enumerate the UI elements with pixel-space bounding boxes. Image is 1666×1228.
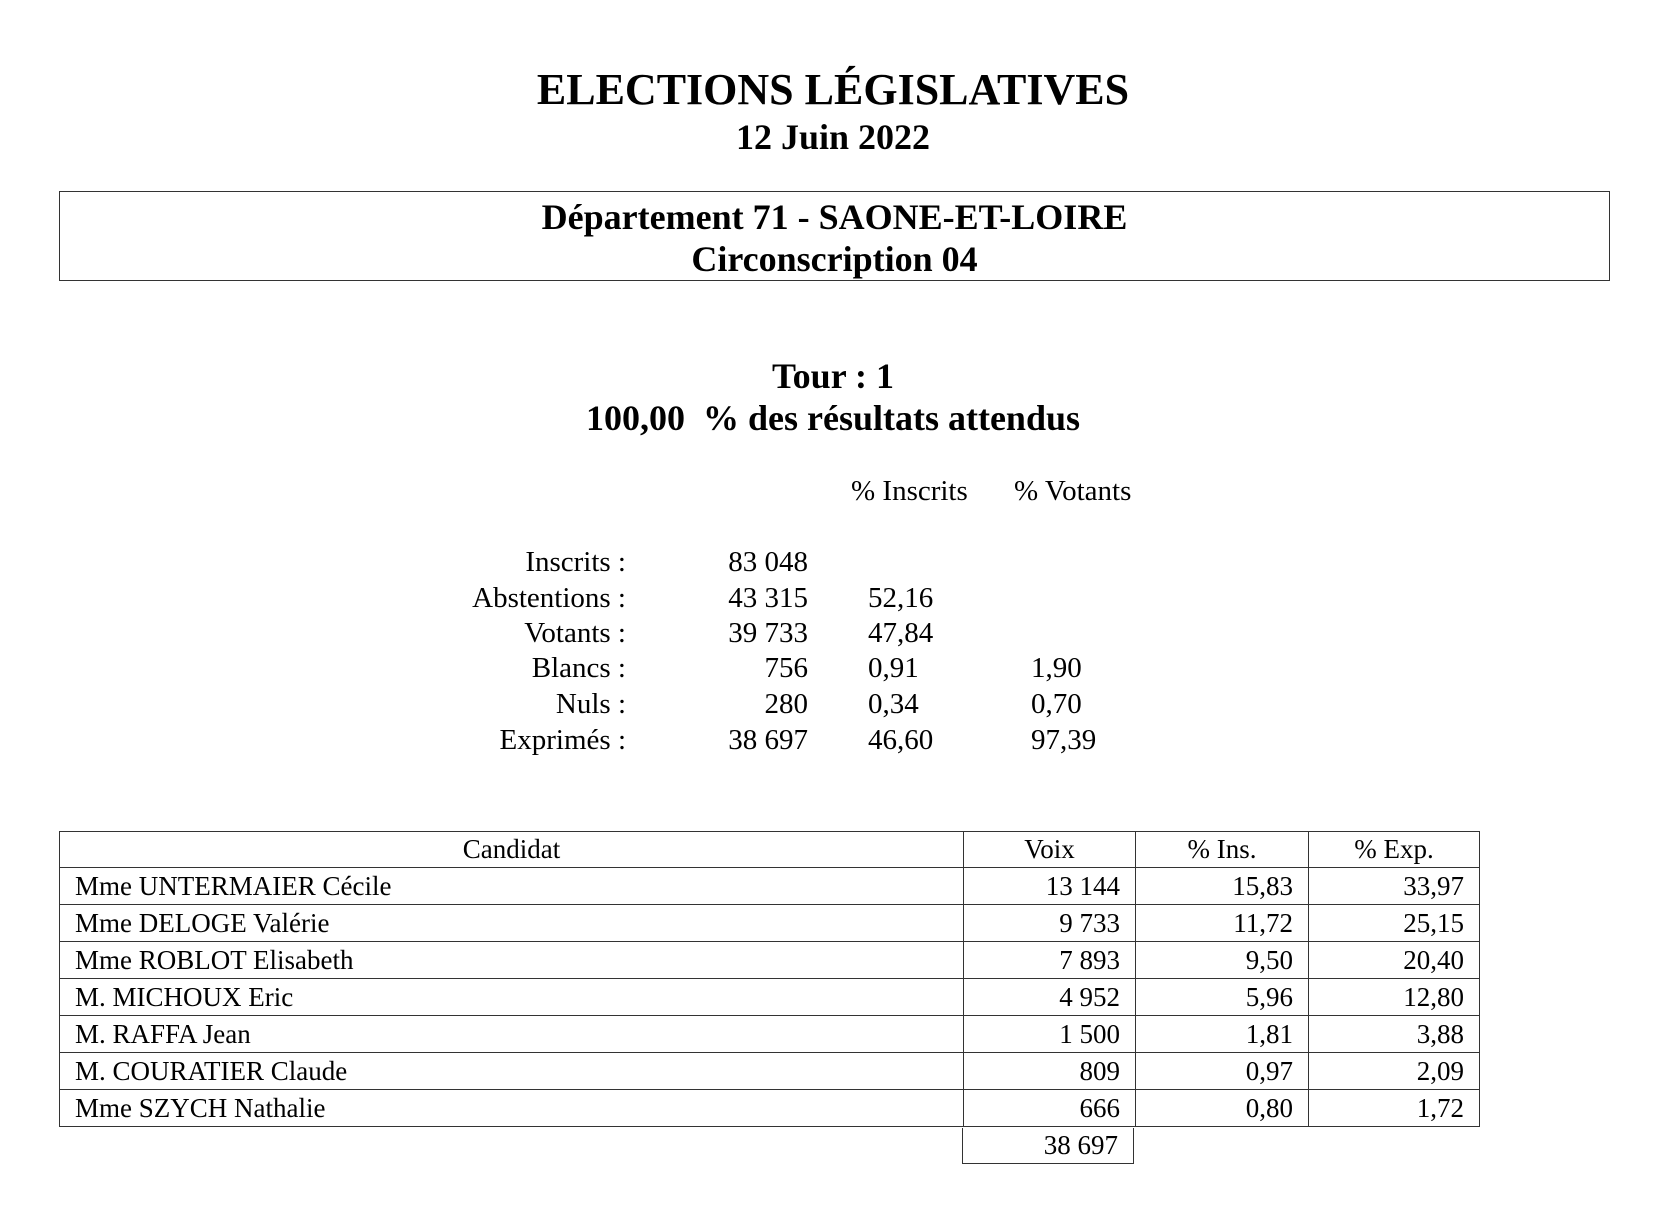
stat-pct-inscrits: 0,34	[868, 688, 919, 720]
header-candidat: Candidat	[60, 832, 964, 868]
header-pct-ins: % Ins.	[1136, 832, 1309, 868]
election-date: 12 Juin 2022	[735, 117, 931, 157]
candidate-voix: 13 144	[964, 868, 1136, 905]
stat-label: Abstentions :	[472, 582, 626, 614]
stat-label: Votants :	[524, 617, 626, 649]
table-row	[60, 905, 1480, 942]
table-row	[60, 1053, 1480, 1090]
candidate-pct-ins: 9,50	[1136, 942, 1309, 979]
stat-pct-inscrits: 52,16	[868, 582, 934, 614]
candidate-name: M. RAFFA Jean	[60, 1016, 964, 1053]
candidate-name: Mme UNTERMAIER Cécile	[60, 868, 964, 905]
document-title: ELECTIONS LÉGISLATIVES	[536, 65, 1130, 114]
stat-pct-inscrits: 0,91	[868, 652, 919, 684]
candidate-pct-exp: 12,80	[1309, 979, 1480, 1016]
stat-value: 83 048	[728, 546, 808, 578]
stat-value: 756	[764, 652, 808, 684]
candidate-voix: 1 500	[964, 1016, 1136, 1053]
candidate-pct-ins: 5,96	[1136, 979, 1309, 1016]
candidate-name: M. COURATIER Claude	[60, 1053, 964, 1090]
table-row	[60, 979, 1480, 1016]
candidate-name: Mme ROBLOT Elisabeth	[60, 942, 964, 979]
candidate-pct-ins: 0,97	[1136, 1053, 1309, 1090]
header-voix: Voix	[964, 832, 1136, 868]
stat-value: 43 315	[728, 582, 808, 614]
candidate-name: M. MICHOUX Eric	[60, 979, 964, 1016]
candidate-voix: 666	[964, 1090, 1136, 1127]
candidate-name: Mme DELOGE Valérie	[60, 905, 964, 942]
stat-pct-votants: 1,90	[1031, 652, 1082, 684]
stat-pct-inscrits: 47,84	[868, 617, 934, 649]
department-box	[59, 191, 1610, 281]
stat-pct-votants: 0,70	[1031, 688, 1082, 720]
candidate-pct-ins: 0,80	[1136, 1090, 1309, 1127]
candidates-table	[59, 831, 1480, 1127]
header-pct-inscrits: % Inscrits	[851, 475, 968, 507]
candidate-pct-ins: 15,83	[1136, 868, 1309, 905]
stat-label: Inscrits :	[525, 546, 626, 578]
candidate-pct-ins: 1,81	[1136, 1016, 1309, 1053]
candidate-pct-exp: 20,40	[1309, 942, 1480, 979]
stat-value: 39 733	[728, 617, 808, 649]
candidate-voix: 7 893	[964, 942, 1136, 979]
total-voix: 38 697	[962, 1128, 1134, 1164]
stat-value: 280	[764, 688, 808, 720]
candidate-pct-ins: 11,72	[1136, 905, 1309, 942]
candidate-voix: 4 952	[964, 979, 1136, 1016]
tour-label: Tour : 1	[771, 356, 895, 396]
table-row	[60, 942, 1480, 979]
stat-label: Exprimés :	[499, 724, 626, 756]
candidate-pct-exp: 3,88	[1309, 1016, 1480, 1053]
candidate-voix: 809	[964, 1053, 1136, 1090]
candidate-pct-exp: 25,15	[1309, 905, 1480, 942]
stat-pct-inscrits: 46,60	[868, 724, 934, 756]
table-header-row	[60, 832, 1480, 868]
candidate-voix: 9 733	[964, 905, 1136, 942]
stat-label: Nuls :	[555, 688, 626, 720]
candidate-pct-exp: 33,97	[1309, 868, 1480, 905]
table-row	[60, 1090, 1480, 1127]
header-pct-exp: % Exp.	[1309, 832, 1480, 868]
table-row	[60, 1016, 1480, 1053]
candidate-name: Mme SZYCH Nathalie	[60, 1090, 964, 1127]
stat-label: Blancs :	[531, 652, 626, 684]
header-pct-votants: % Votants	[1014, 475, 1132, 507]
results-expected: 100,00 % des résultats attendus	[585, 398, 1080, 438]
department-name: Département 71 - SAONE-ET-LOIRE	[541, 197, 1128, 237]
candidate-pct-exp: 1,72	[1309, 1090, 1480, 1127]
circonscription: Circonscription 04	[691, 239, 978, 279]
stat-pct-votants: 97,39	[1031, 724, 1097, 756]
table-row	[60, 868, 1480, 905]
stat-value: 38 697	[728, 724, 808, 756]
candidate-pct-exp: 2,09	[1309, 1053, 1480, 1090]
